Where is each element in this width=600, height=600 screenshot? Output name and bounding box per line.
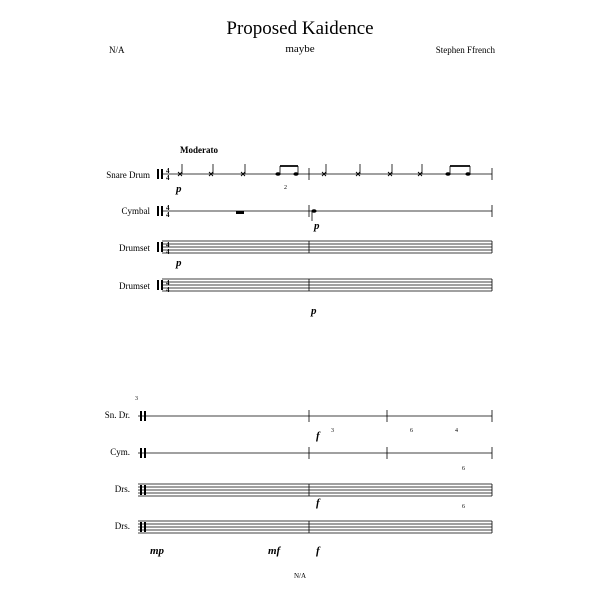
instrument-label-snare: Snare Drum [106,170,150,180]
svg-text:4: 4 [166,286,170,294]
instrument-label-sn-dr: Sn. Dr. [104,410,130,420]
instrument-label-cym: Cym. [110,447,130,457]
instrument-label-drs-1: Drs. [114,484,130,494]
instrument-label-drs-2: Drs. [114,521,130,531]
dynamic-marking: f [316,545,320,557]
five-line-staff [162,279,492,291]
five-line-staff [138,484,492,496]
dynamic-marking: p [176,183,182,195]
five-line-staff [162,241,492,253]
svg-text:4: 4 [166,204,170,212]
tuplet-number: 3 [331,428,334,434]
instrument-label-drumset-1: Drumset [119,243,150,253]
composer-credit: Stephen Ffrench [435,45,495,55]
tuplet-number: 6 [410,428,413,434]
svg-text:4: 4 [166,174,170,182]
whole-rest [236,211,244,214]
dynamic-marking: f [316,497,320,509]
tuplet-number: 2 [284,185,287,191]
instrument-label-drumset-2: Drumset [119,281,150,291]
svg-text:4: 4 [166,241,170,249]
page-footer: N/A [293,572,307,580]
dynamic-marking: p [176,257,182,269]
dynamic-marking: p [311,305,317,317]
dynamic-marking: p [314,220,320,232]
score-title: Proposed Kaidence [226,18,374,39]
svg-text:4: 4 [166,167,170,175]
score-subtitle: maybe [285,43,315,55]
percussion-clef [140,169,163,532]
tuplet-number: 6 [462,466,465,472]
instrument-label-cymbal: Cymbal [121,206,150,216]
five-line-staff [138,521,492,533]
left-credit: N/A [109,45,125,55]
dynamic-marking: mp [150,545,165,557]
tempo-marking: Moderato [180,145,218,155]
tuplet-number: 6 [462,504,465,510]
tuplet-number: 4 [455,428,458,434]
dynamic-marking: f [316,430,320,442]
svg-text:4: 4 [166,248,170,256]
svg-text:4: 4 [166,279,170,287]
dynamic-marking: mf [268,545,281,557]
measure-number: 3 [135,396,138,402]
time-signature [166,167,170,294]
svg-text:4: 4 [166,211,170,219]
